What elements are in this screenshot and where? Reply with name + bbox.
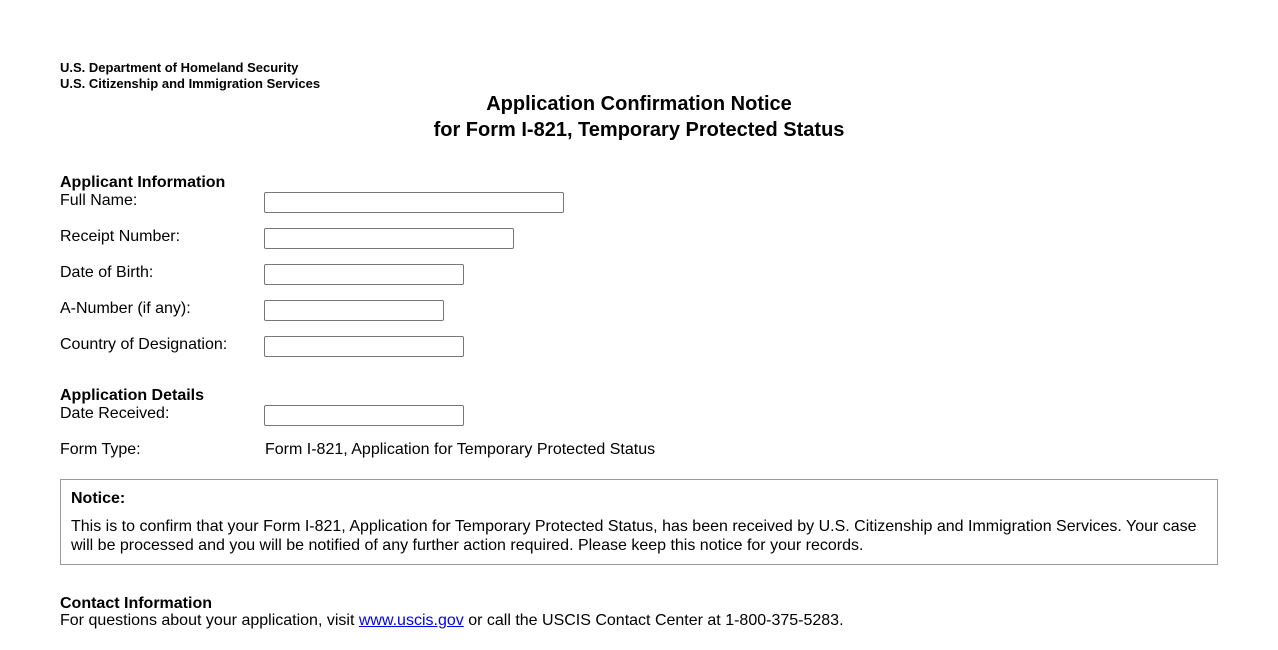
title-line-1: Application Confirmation Notice [486, 93, 792, 115]
date-received-input[interactable] [264, 405, 464, 426]
contact-info-heading: Contact Information [60, 595, 212, 612]
notice-text: This is to confirm that your Form I-821, Application for Temporary Protected Status, has been received by U.S. Citizenship and Immigration Services. Your case will be processed and you will be notified of any further action required. Please keep this notice for your records. [71, 518, 1197, 554]
form-type-value: Form I-821, Application for Temporary Protected Status [265, 441, 656, 458]
full-name-label: Full Name: [60, 192, 138, 209]
applicant-info-heading: Applicant Information [60, 174, 226, 191]
country-of-designation-input[interactable] [264, 336, 464, 357]
receipt-number-label: Receipt Number: [60, 228, 181, 245]
contact-text [60, 612, 844, 630]
date-of-birth-input[interactable] [264, 264, 464, 285]
a-number-label: A-Number (if any): [60, 300, 191, 317]
receipt-number-input[interactable] [264, 228, 514, 249]
notice-title: Notice: [71, 490, 126, 507]
country-of-designation-label: Country of Designation: [60, 336, 228, 353]
title-line-2: for Form I-821, Temporary Protected Status [433, 119, 845, 141]
full-name-input[interactable] [264, 192, 564, 213]
date-of-birth-label: Date of Birth: [60, 264, 154, 281]
application-details-heading: Application Details [60, 387, 205, 404]
page-title [0, 91, 1278, 143]
department-name: U.S. Department of Homeland Security [60, 60, 299, 75]
a-number-input[interactable] [264, 300, 444, 321]
contact-text-before: For questions about your application, visit [60, 612, 359, 629]
date-received-label: Date Received: [60, 405, 170, 422]
notice-box [60, 479, 1218, 565]
uscis-website-link[interactable]: www.uscis.gov [358, 612, 464, 629]
service-name: U.S. Citizenship and Immigration Services [60, 76, 321, 91]
agency-header [60, 60, 320, 92]
form-type-label: Form Type: [60, 441, 141, 458]
contact-text-after: or call the USCIS Contact Center at 1-800-375-5283. [463, 612, 844, 629]
